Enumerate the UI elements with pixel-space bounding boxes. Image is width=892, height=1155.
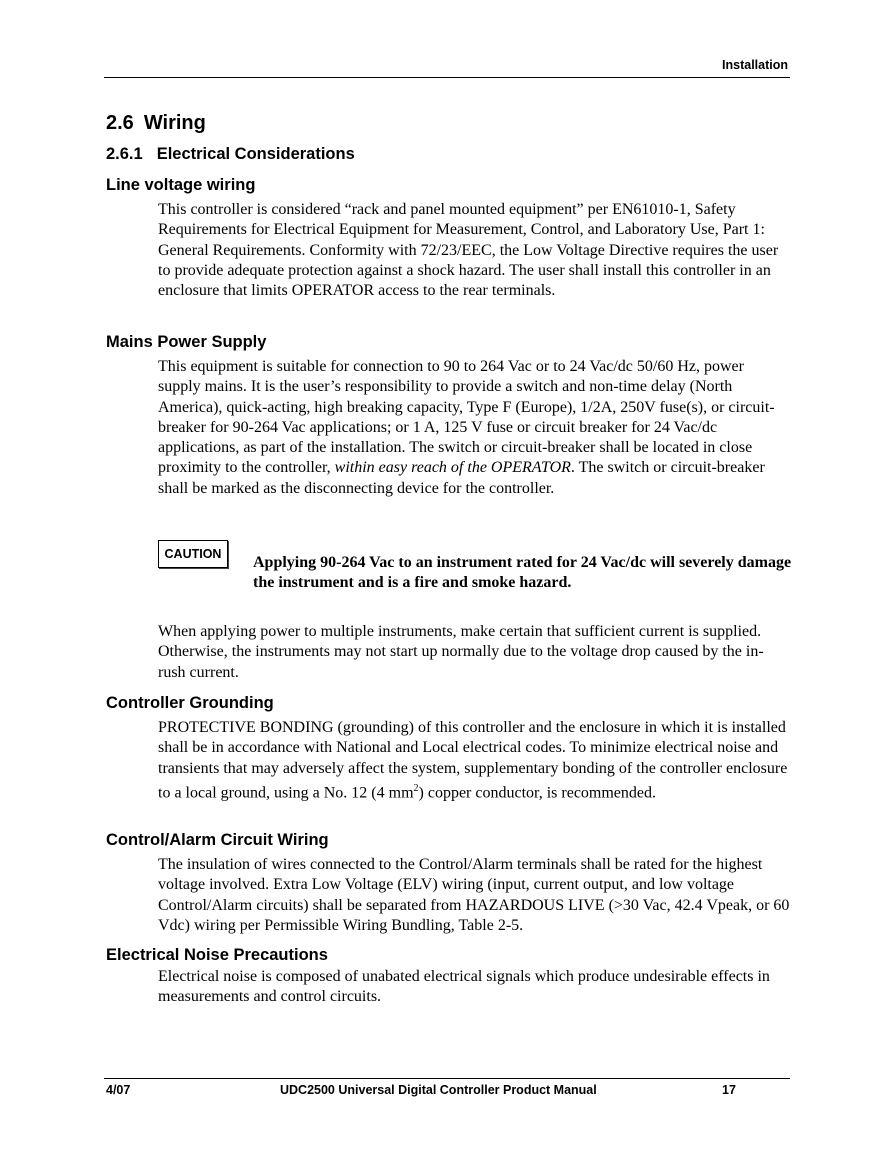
section-number: 2.6 — [106, 112, 134, 134]
running-header: Installation — [722, 58, 788, 72]
subsection-title: Electrical Considerations — [156, 145, 355, 163]
control-alarm-heading: Control/Alarm Circuit Wiring — [106, 831, 329, 849]
footer-rule — [104, 1078, 790, 1079]
caution-label: CAUTION — [158, 540, 228, 568]
grounding-superscript: 2 — [413, 782, 419, 794]
line-voltage-heading: Line voltage wiring — [106, 176, 256, 194]
grounding-heading: Controller Grounding — [106, 694, 274, 712]
footer-date: 4/07 — [106, 1083, 131, 1097]
mains-paragraph — [158, 357, 790, 499]
section-heading — [106, 112, 206, 135]
caution-message: Applying 90-264 Vac to an instrument rated for 24 Vac/dc will severely damage the instrument and is a fire and smoke hazard. — [253, 554, 792, 592]
mains-heading: Mains Power Supply — [106, 333, 267, 351]
mains-text-end: . The switch or circuit-breaker shall be marked as the disconnecting device for the controller. — [158, 459, 765, 497]
grounding-text-start: PROTECTIVE BONDING (grounding) of this controller and the enclosure in which it is installed shall be in accordance with National and Local electrical codes. To minimize electrical noise and transients that may adversely affect the system, supplementary bonding of the controller enclosure to a local ground, using a No. 12 (4 mm — [158, 719, 788, 802]
subsection-heading — [106, 145, 355, 164]
footer-title: UDC2500 Universal Digital Controller Product Manual — [280, 1083, 597, 1097]
grounding-paragraph — [158, 718, 790, 804]
header-rule — [104, 77, 790, 78]
mains-text-italic: within easy reach of the OPERATOR — [334, 459, 571, 477]
mains-text-start: This equipment is suitable for connection to 90 to 264 Vac or to 24 Vac/dc 50/60 Hz, power supply mains. It is the user’s responsibility to provide a switch and non-time delay (North America), quick-acting, high breaking capacity, Type F (Europe), 1/2A, 250V fuse(s), or circuit-breaker for 90-264 Vac applications; or 1 A, 125 V fuse or circuit breaker for 24 Vac/dc applications, as part of the installation. The switch or circuit-breaker shall be located in close proximity to the controller, — [158, 358, 775, 477]
control-alarm-paragraph: The insulation of wires connected to the Control/Alarm terminals shall be rated for the highest voltage involved. Extra Low Voltage (ELV) wiring (input, current output, and low voltage Control/Alarm circuits) shall be separated from HAZARDOUS LIVE (>30 Vac, 42.4 Vpeak, or 60 Vdc) wiring per Permissible Wiring Bundling, Table 2-5. — [158, 856, 790, 934]
line-voltage-paragraph: This controller is considered “rack and panel mounted equipment” per EN61010-1, Safety Requirements for Electrical Equipment for Measurement, Control, and Laboratory Use, Part 1: General Requirements. Conformity with 72/23/EEC, the Low Voltage Directive requires the user to provide adequate protection against a shock hazard. The user shall install this controller in an enclosure that limits OPERATOR access to the rear terminals. — [158, 201, 779, 300]
section-title: Wiring — [143, 112, 206, 134]
footer-page-number: 17 — [722, 1083, 736, 1097]
grounding-text-end: ) copper conductor, is recommended. — [418, 784, 657, 802]
noise-heading: Electrical Noise Precautions — [106, 946, 328, 964]
multiple-instruments-paragraph: When applying power to multiple instruments, make certain that sufficient current is supplied. Otherwise, the instruments may not start up normally due to the voltage drop caused by the in-rush current. — [158, 623, 764, 681]
noise-paragraph: Electrical noise is composed of unabated electrical signals which produce undesirable effects in measurements and control circuits. — [158, 968, 770, 1006]
subsection-number: 2.6.1 — [106, 145, 143, 163]
